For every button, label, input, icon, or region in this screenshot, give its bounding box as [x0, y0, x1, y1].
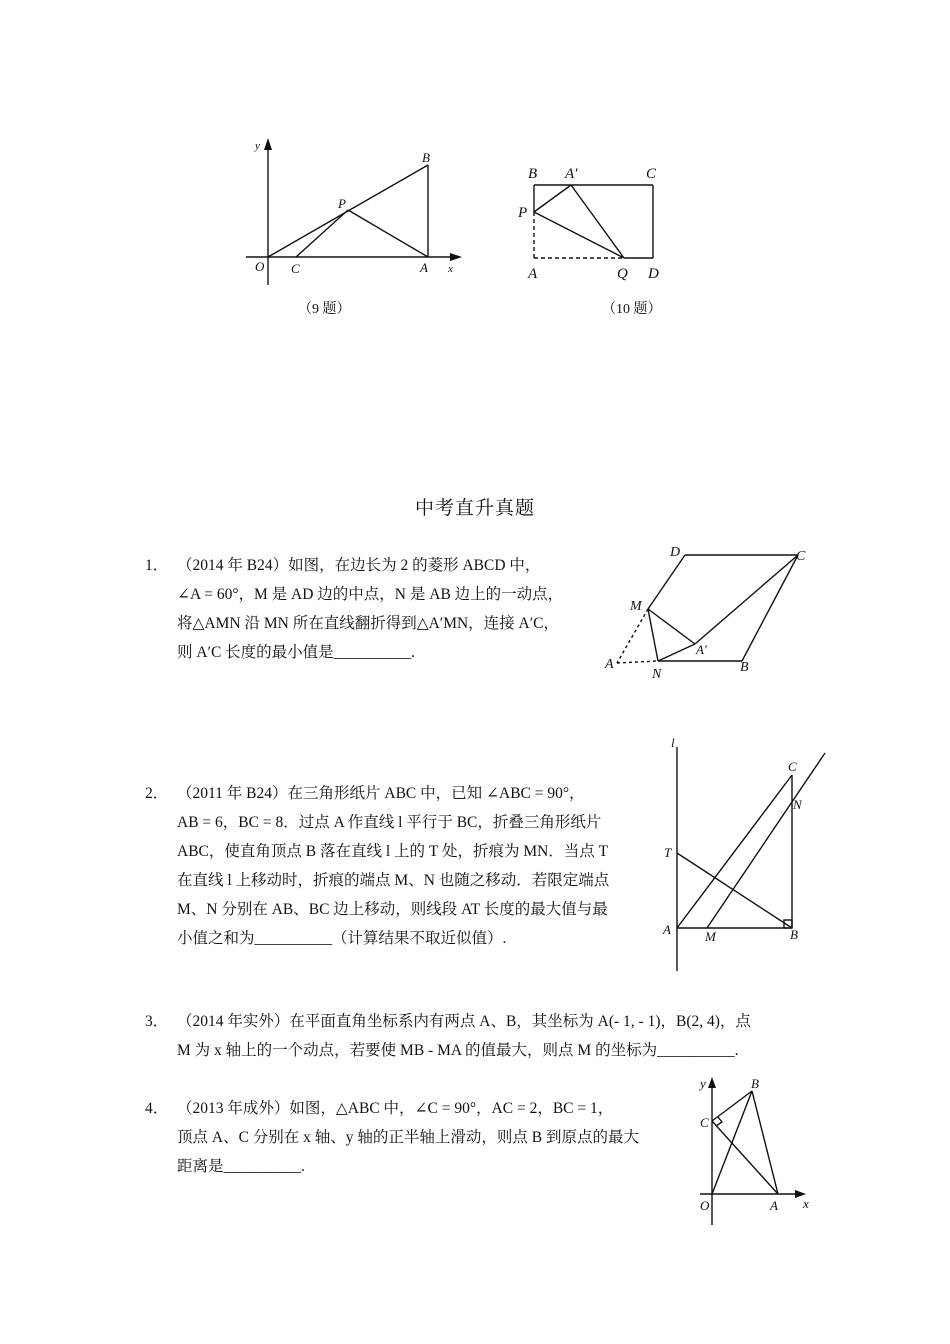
label-x: x — [448, 263, 453, 275]
segment-MN — [648, 609, 658, 661]
label-C: C — [700, 1115, 709, 1130]
label-M: M — [630, 599, 642, 614]
question-line: M、N 分别在 AB、BC 边上移动，则线段 AT 长度的最大值与最 — [177, 901, 608, 918]
label-x: x — [803, 1196, 809, 1211]
right-angle-mark — [716, 1117, 722, 1126]
label-D: D — [648, 266, 659, 282]
label-C: C — [788, 759, 797, 774]
label-Q: Q — [617, 266, 628, 282]
figure-10-caption: （10 题） — [602, 302, 662, 317]
label-N: N — [793, 797, 802, 812]
segment-PQ — [534, 212, 624, 258]
label-D: D — [670, 545, 681, 560]
label-A: A — [420, 260, 428, 275]
label-B: B — [528, 166, 538, 182]
figure-9-caption: （9 题） — [298, 302, 351, 317]
question-2 — [145, 779, 665, 953]
question-line: AB = 6，BC = 8．过点 A 作直线 l 平行于 BC，折叠三角形纸片 — [177, 814, 602, 831]
question-line: 在直线 l 上移动时，折痕的端点 M、N 也随之移动．若限定端点 — [177, 872, 610, 889]
label-B: B — [751, 1076, 759, 1091]
label-M: M — [705, 929, 716, 944]
label-l: l — [671, 735, 675, 750]
label-A: A — [605, 657, 614, 672]
label-A: A — [663, 922, 671, 937]
question-line: 小值之和为__________（计算结果不取近似值）. — [177, 930, 507, 947]
dashed-MA — [617, 609, 648, 663]
label-y: y — [255, 140, 260, 152]
label-A: A — [770, 1198, 778, 1213]
question-line: ∠A = 60°，M 是 AD 边的中点，N 是 AB 边上的一动点， — [177, 586, 564, 603]
figure-q2-triangle — [655, 735, 835, 975]
question-line: （2014 年 B24）如图，在边长为 2 的菱形 ABCD 中， — [177, 557, 541, 574]
label-P: P — [338, 196, 346, 211]
label-O: O — [255, 259, 265, 274]
section-title: 中考直升真题 — [414, 497, 535, 519]
question-number: 4． — [145, 1100, 169, 1117]
question-3 — [145, 1007, 825, 1065]
segment-NA-prime — [658, 644, 695, 661]
label-y: y — [700, 1076, 706, 1091]
label-N: N — [652, 667, 662, 680]
side-DM — [648, 555, 685, 609]
question-line: （2011 年 B24）在三角形纸片 ABC 中，已知 ∠ABC = 90°， — [177, 785, 585, 802]
label-C: C — [291, 261, 300, 276]
label-A-prime: A′ — [565, 166, 578, 182]
segment-PA — [348, 210, 428, 257]
figure-q1-rhombus — [600, 540, 815, 680]
question-line: ABC，使直角顶点 B 落在直线 l 上的 T 处，折痕为 MN．当点 T — [177, 843, 609, 860]
figure-q4-coordinate — [690, 1070, 820, 1230]
question-line: 顶点 A、C 分别在 x 轴、y 轴的正半轴上滑动，则点 B 到原点的最大 — [177, 1129, 639, 1146]
question-number: 1． — [145, 557, 169, 574]
question-number: 3． — [145, 1013, 169, 1030]
segment-A-prime-Q — [571, 185, 624, 258]
question-line: 距离是__________. — [177, 1158, 305, 1175]
label-B: B — [790, 927, 798, 942]
question-line: （2013 年成外）如图，△ABC 中，∠C = 90°，AC = 2，BC = 1， — [177, 1100, 614, 1117]
label-C: C — [646, 166, 657, 182]
question-line: （2014 年实外）在平面直角坐标系内有两点 A、B，其坐标为 A(- 1, - 1)，B(2, 4)，点 — [177, 1013, 751, 1030]
label-B: B — [740, 660, 749, 675]
segment-TB — [677, 853, 792, 928]
label-T: T — [664, 845, 672, 860]
hypotenuse-AC — [677, 775, 792, 928]
label-B: B — [422, 150, 430, 165]
label-A: A — [528, 266, 538, 282]
question-4 — [145, 1094, 685, 1181]
question-1 — [145, 551, 615, 667]
segment-MA-prime — [648, 609, 695, 644]
label-A-prime: A′ — [696, 642, 707, 657]
question-number: 2． — [145, 785, 169, 802]
y-axis-arrow — [264, 138, 272, 150]
dashed-AN — [617, 661, 658, 663]
y-axis-arrow — [708, 1077, 716, 1088]
segment-A-prime-C — [695, 555, 798, 644]
side-BA — [752, 1091, 778, 1194]
figure-9 — [238, 135, 468, 290]
label-O: O — [700, 1198, 710, 1213]
fold-line-MN — [707, 753, 825, 928]
label-P: P — [518, 205, 528, 221]
label-C: C — [796, 549, 806, 564]
side-CB — [742, 555, 798, 661]
segment-PA-prime — [534, 185, 571, 212]
x-axis-arrow — [450, 253, 462, 261]
segment-CP — [296, 210, 348, 257]
question-line: M 为 x 轴上的一个动点，若要使 MB - MA 的值最大，则点 M 的坐标为__________. — [177, 1042, 739, 1059]
question-line: 将△AMN 沿 MN 所在直线翻折得到△A′MN，连接 A′C， — [177, 615, 559, 632]
figure-10 — [514, 160, 674, 285]
question-line: 则 A′C 长度的最小值是__________. — [177, 644, 416, 661]
